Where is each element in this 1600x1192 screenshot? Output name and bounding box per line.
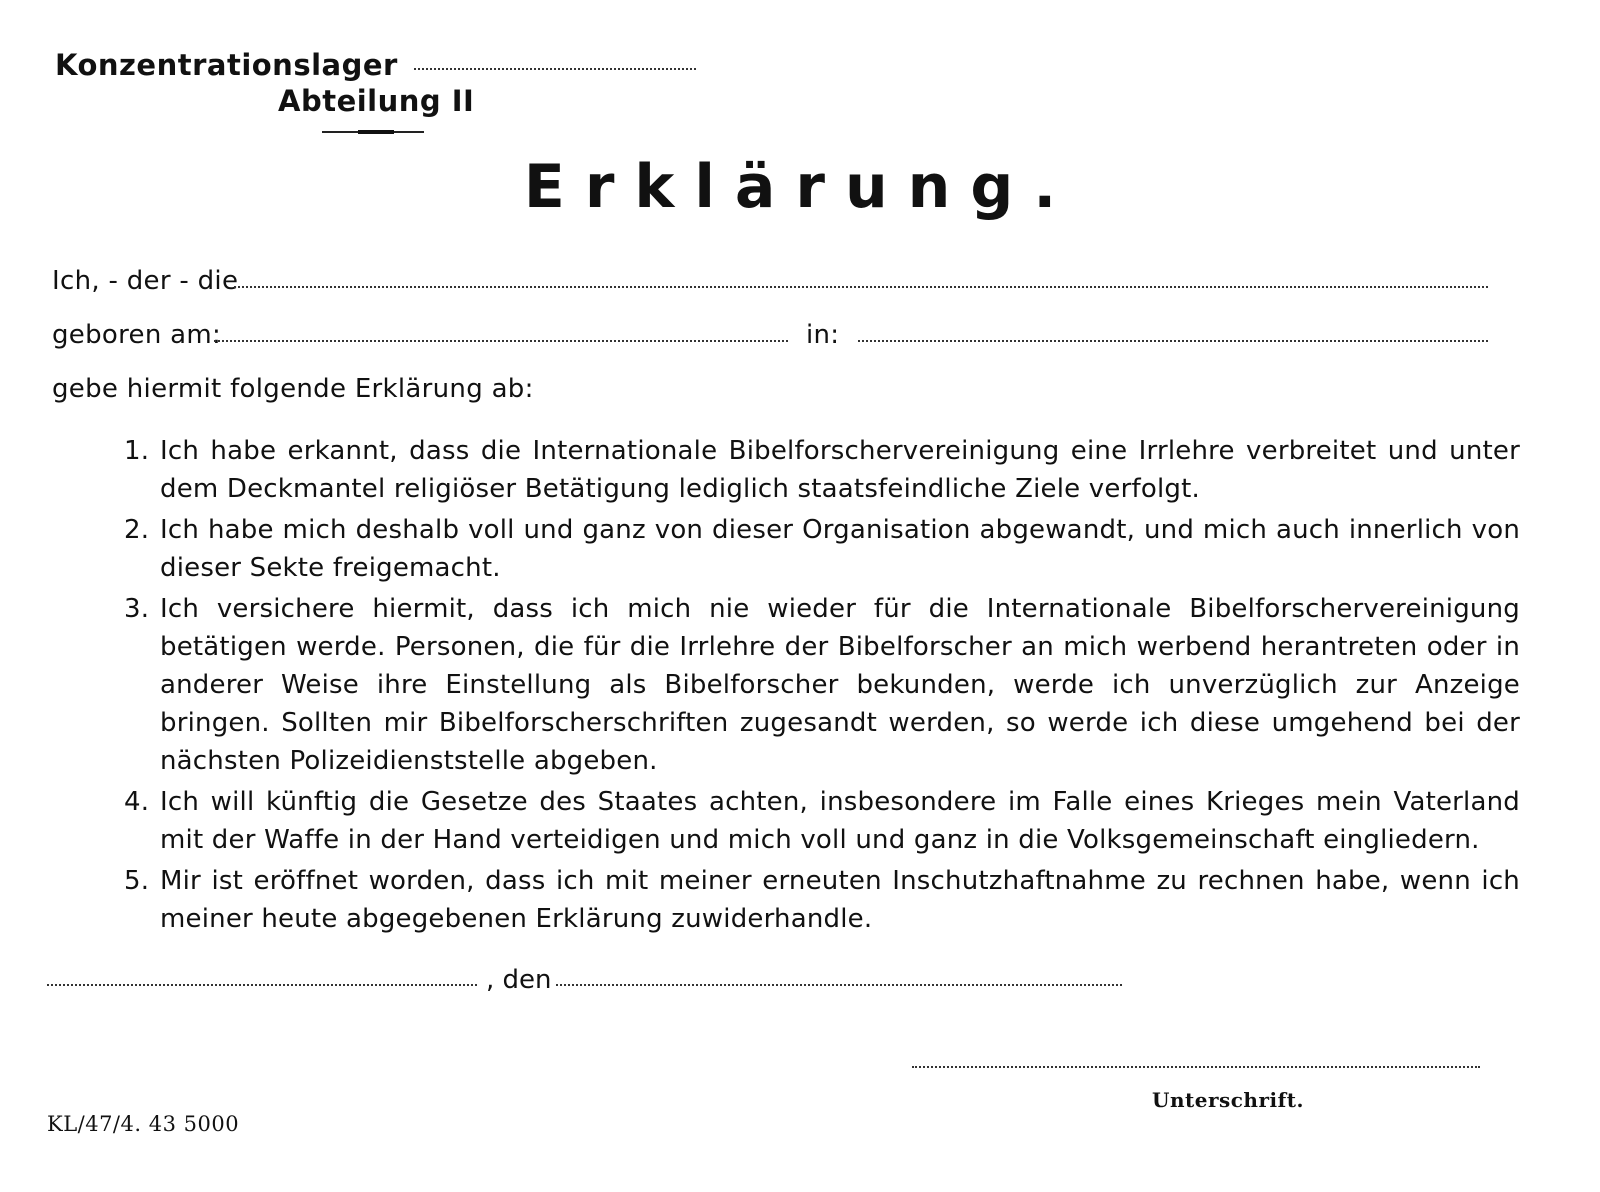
signature-label: Unterschrift. xyxy=(1152,1088,1304,1112)
point-text: Ich habe erkannt, dass die Internationale Bibelforschervereinigung eine Irrlehre verbreitet und unter dem Deckmantel religiöser Betätigung lediglich staatsfeindliche Ziele verfolgt. xyxy=(160,436,1520,504)
point-number: 4. xyxy=(124,787,150,817)
point-text: Ich versichere hiermit, dass ich mich nie wieder für die Internationale Bibelforschervereinigung betätigen werde. Personen, die für die Irrlehre der Bibelforscher an mich werbend herantreten oder in anderer Weise ihre Einstellung als Bibelforscher bekunden, werde ich unverzüglich zur Anzeige bringen. Sollten mir Bibelforscherschriften zugesandt werden, so werde ich diese umgehend bei der nächsten Polizeidienststelle abgeben. xyxy=(160,594,1520,776)
camp-label: Konzentrationslager xyxy=(55,48,398,82)
point-text: Ich habe mich deshalb voll und ganz von dieser Organisation abgewandt, und mich auch innerlich von dieser Sekte freigemacht. xyxy=(160,515,1520,583)
header-divider-mark xyxy=(358,130,394,134)
birth-date-field[interactable] xyxy=(214,340,788,342)
form-code: KL/47/4. 43 5000 xyxy=(47,1112,240,1136)
declaration-points xyxy=(120,432,1520,941)
point-number: 2. xyxy=(124,515,150,545)
point-number: 5. xyxy=(124,866,150,896)
name-label: Ich, - der - die xyxy=(52,266,239,296)
point-number: 3. xyxy=(124,594,150,624)
place-label: in: xyxy=(806,320,840,350)
date-signed-field[interactable] xyxy=(556,984,1122,986)
department-label: Abteilung II xyxy=(278,84,475,118)
birth-place-field[interactable] xyxy=(858,340,1488,342)
declaration-point xyxy=(120,432,1520,508)
declaration-point xyxy=(120,783,1520,859)
camp-name-field[interactable] xyxy=(414,68,696,70)
declaration-point xyxy=(120,590,1520,780)
date-separator-label: , den xyxy=(486,965,552,995)
signature-field[interactable] xyxy=(912,1066,1480,1068)
point-number: 1. xyxy=(124,436,150,466)
intro-text: gebe hiermit folgende Erklärung ab: xyxy=(52,374,534,404)
declaration-point xyxy=(120,511,1520,587)
point-text: Ich will künftig die Gesetze des Staates achten, insbesondere im Falle eines Krieges mein Vaterland mit der Waffe in der Hand verteidigen und mich voll und ganz in die Volksgemeinschaft eingliedern. xyxy=(160,787,1520,855)
declaration-point xyxy=(120,862,1520,938)
document-title: Erklärung. xyxy=(523,152,1077,222)
place-signed-field[interactable] xyxy=(47,984,477,986)
name-field[interactable] xyxy=(234,286,1488,288)
born-label: geboren am: xyxy=(52,320,222,350)
point-text: Mir ist eröffnet worden, dass ich mit meiner erneuten Inschutzhaftnahme zu rechnen habe, wenn ich meiner heute abgegebenen Erklärung zuwiderhandle. xyxy=(160,866,1520,934)
